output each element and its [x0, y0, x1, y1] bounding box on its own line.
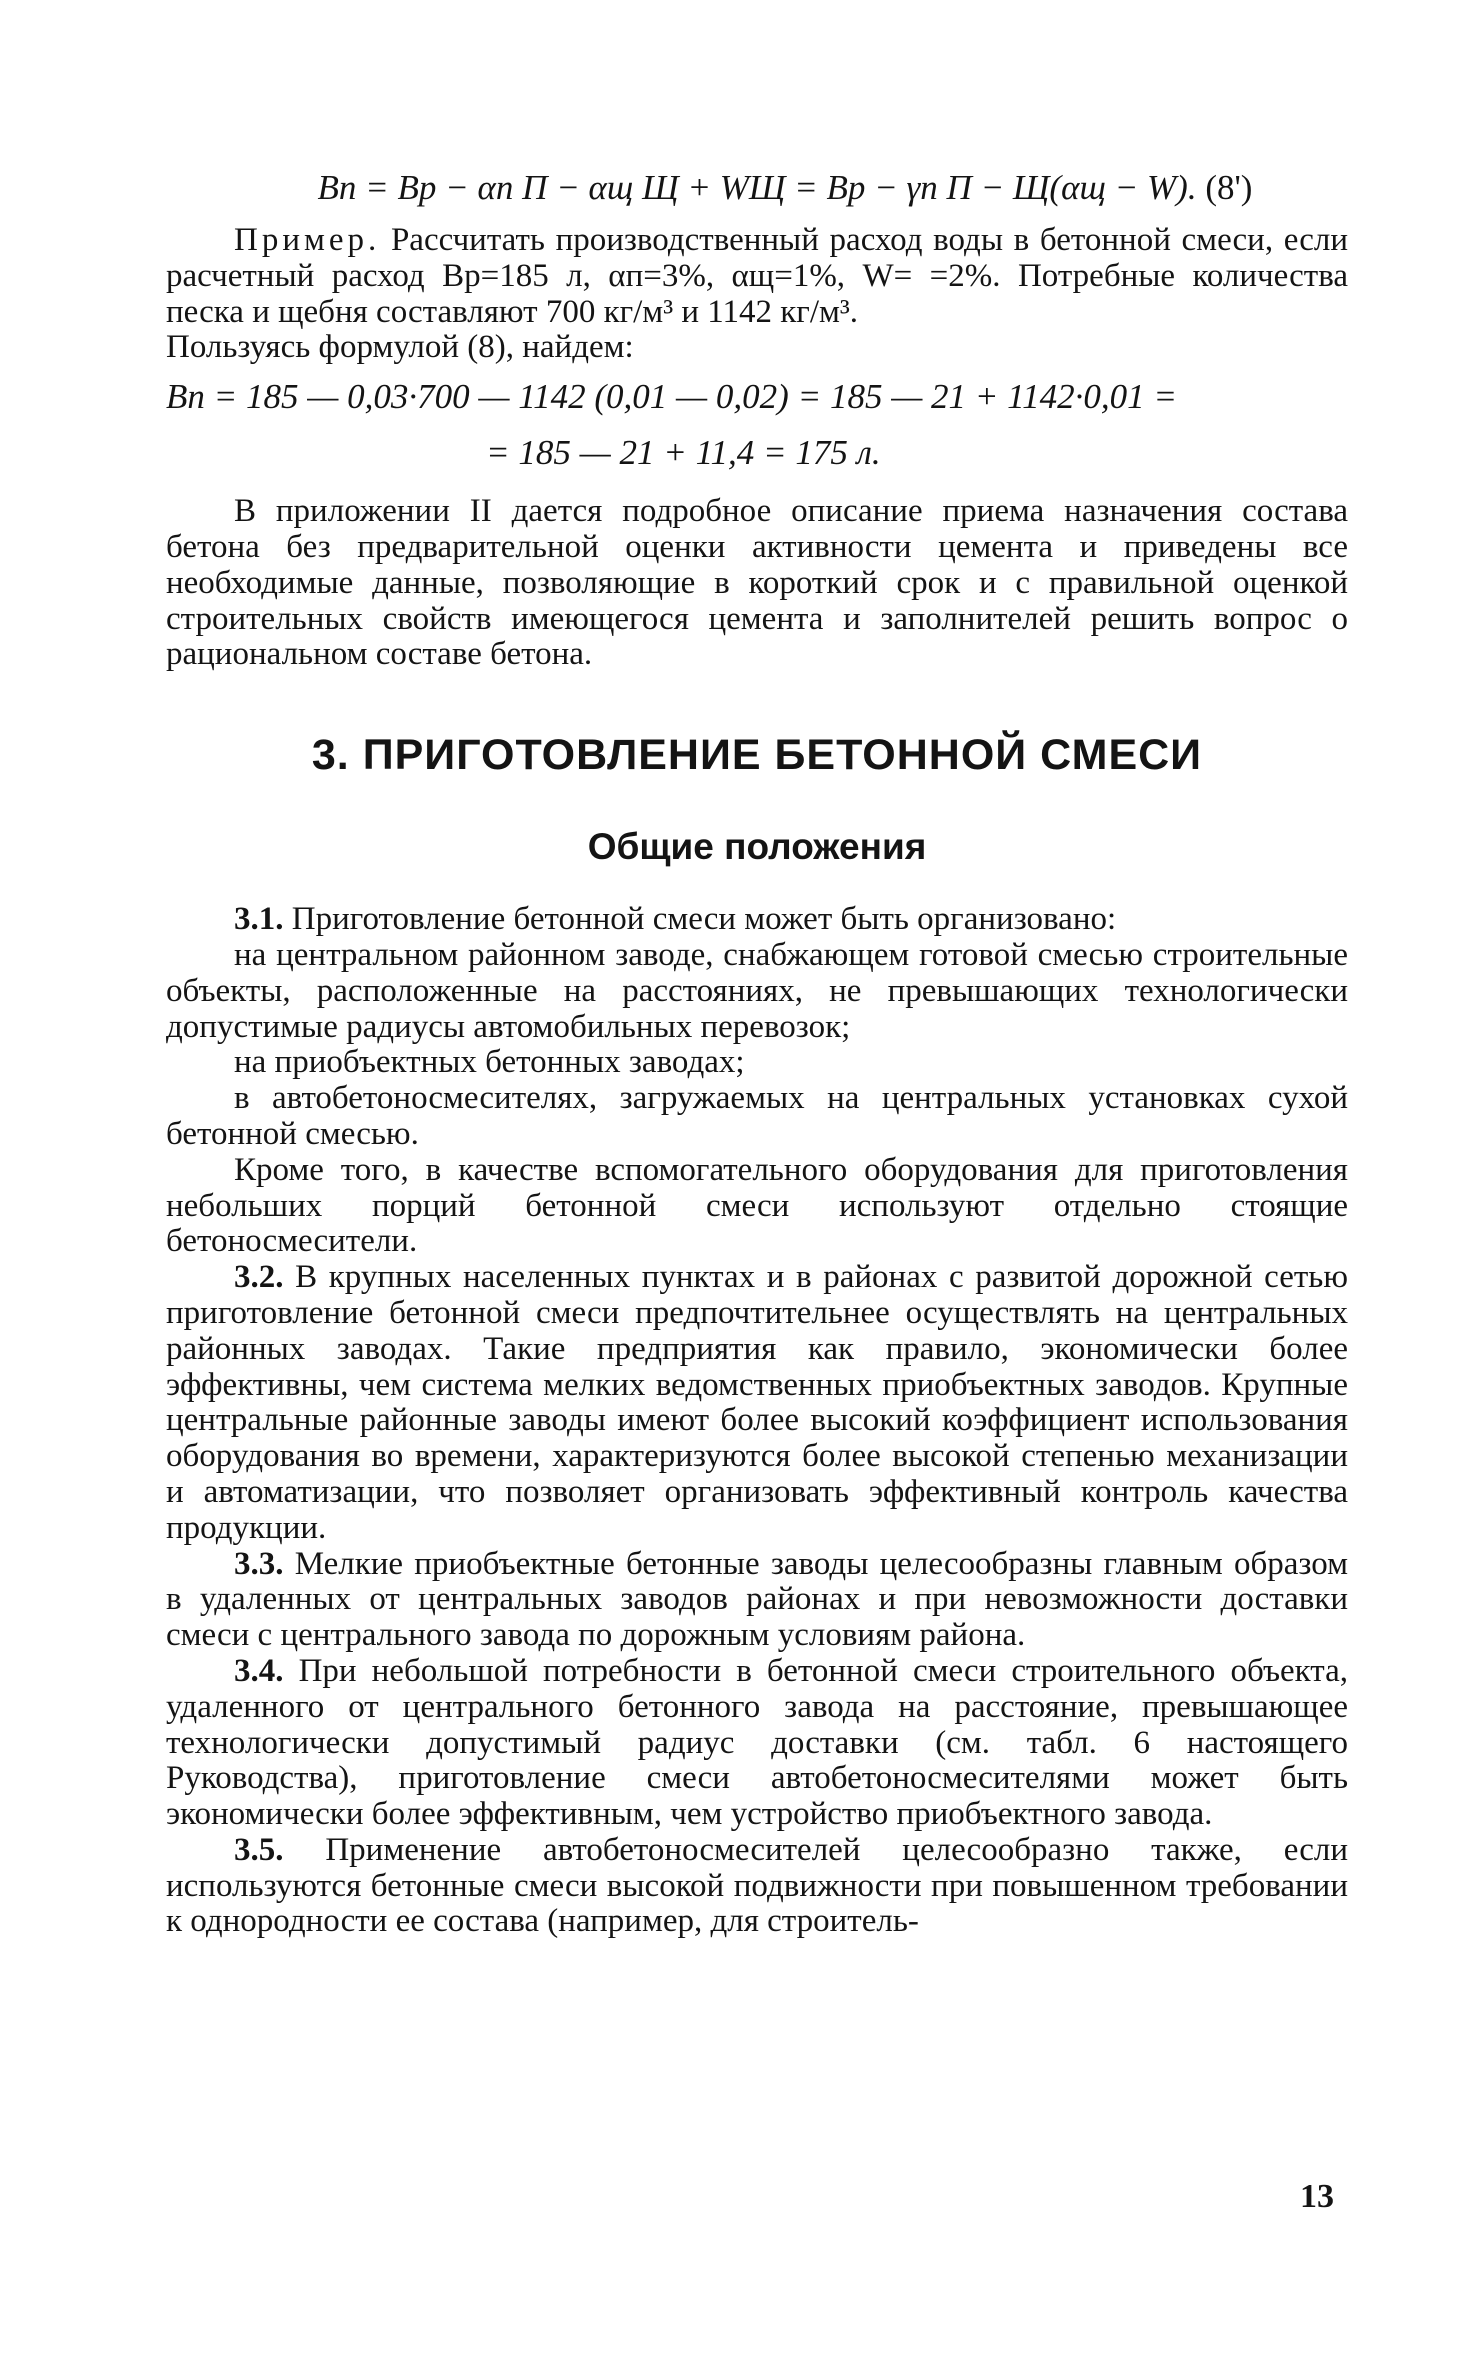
paragraph-3-1 — [166, 902, 1348, 938]
section-title: 3. ПРИГОТОВЛЕНИЕ БЕТОННОЙ СМЕСИ — [311, 731, 1203, 780]
paragraph-3-3 — [166, 1547, 1348, 1654]
paragraph-auxiliary-equipment: Кроме того, в качестве вспомогательного оборудования для приготовления небольших порций бетонной смеси используют отдельно стоящие бетоносмесители. — [166, 1151, 1348, 1260]
formula-8-prime — [166, 165, 1348, 211]
list-item-central-plant: на центральном районном заводе, снабжающем готовой смесью строительные объекты, расположенные на расстояниях, не превышающих технологически допустимые радиусы автомобильных перевозок; — [166, 936, 1348, 1045]
example-label: Пример. — [234, 222, 381, 258]
paragraph-text: При небольшой потребности в бетонной смеси строительного объекта, удаленного от центрального бетонного завода на расстояние, превышающее технологически допустимый радиус доставки (см. табл. 6 настоящего Руководства), приготовление смеси автобетоносмесителями может быть экономически более эффективным, чем устройство приобъектного завода. — [166, 1652, 1348, 1833]
subsection-title: Общие положения — [587, 826, 927, 868]
paragraph-text: Применение автобетоносмесителей целесообразно также, если используются бетонные смеси высокой подвижности при повышенном требовании к однородности ее состава (например, для строитель- — [166, 1831, 1348, 1940]
paragraph-number: 3.5. — [234, 1831, 284, 1868]
calculation-line-1: Bп = 185 — 0,03·700 — 1142 (0,01 — 0,02) = 185 — 21 + 1142·0,01 = — [166, 377, 1177, 417]
appendix-paragraph: В приложении II дается подробное описание приема назначения состава бетона без предварительной оценки активности цемента и приведены все необходимые данные, позволяющие в короткий срок и с правильной оценкой строительных свойств имеющегося цемента и заполнителей решить вопрос о рациональном составе бетона. — [166, 493, 1348, 673]
equation-number: (8') — [1205, 168, 1253, 207]
paragraph-number: 3.2. — [234, 1259, 284, 1296]
formula-8-prime-text: Bп = Bр − αп П − αщ Щ + WЩ = Bр − γп П − Щ(αщ − W). — [317, 168, 1197, 207]
list-item-truck-mixers: в автобетоносмесителях, загружаемых на центральных установках сухой бетонной смесью. — [166, 1080, 1348, 1152]
page-number: 13 — [1300, 2178, 1334, 2215]
paragraph-3-2 — [166, 1260, 1348, 1546]
document-page — [166, 165, 1348, 1940]
example-paragraph — [166, 223, 1348, 330]
calculation-line-2: = 185 — 21 + 11,4 = 175 л. — [486, 433, 881, 473]
paragraph-number: 3.1. — [234, 901, 284, 938]
paragraph-text: В крупных населенных пунктах и в районах с развитой дорожной сетью приготовление бетонной смеси предпочтительнее осуществлять на центральных районных заводах. Такие предприятия как правило, экономически более эффективны, чем система мелких ведомственных приобъектных заводов. Крупные центральные районные заводы имеют более высокий коэффициент использования оборудования во времени, характеризуются более высокой степенью механизации и автоматизации, что позволяет организовать эффективный контроль качества продукции. — [166, 1259, 1348, 1546]
example-text: Рассчитать производственный расход воды в бетонной смеси, если расчетный расход Bр=185 л, αп=3%, αщ=1%, W= =2%. Потребные количества песка и щебня составляют 700 кг/м³ и 1142 кг/м³. — [166, 222, 1348, 330]
using-formula-line: Пользуясь формулой (8), найдем: — [166, 329, 634, 366]
paragraph-number: 3.3. — [234, 1545, 284, 1582]
paragraph-text: Мелкие приобъектные бетонные заводы целесообразны главным образом в удаленных от центральных заводов районах и при невозможности доставки смеси с центрального завода по дорожным условиям района. — [166, 1545, 1348, 1654]
paragraph-3-4 — [166, 1654, 1348, 1833]
list-item-site-plants: на приобъектных бетонных заводах; — [234, 1044, 745, 1081]
paragraph-text: Приготовление бетонной смеси может быть организовано: — [283, 901, 1117, 938]
paragraph-3-5 — [166, 1833, 1348, 1940]
paragraph-number: 3.4. — [234, 1652, 284, 1689]
